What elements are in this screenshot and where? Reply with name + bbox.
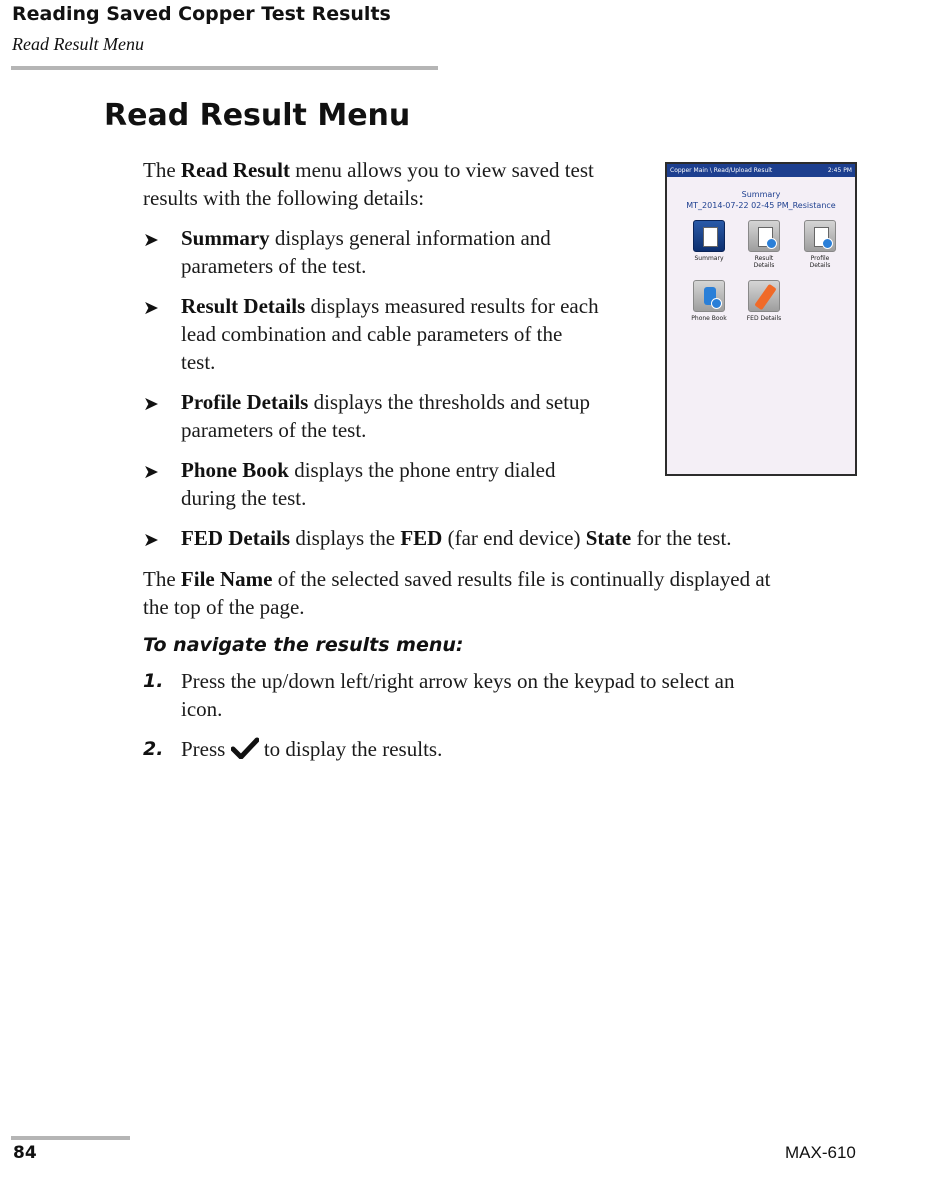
device-item-profile-details[interactable]: Profile Details (792, 220, 848, 269)
checkmark-icon (231, 737, 259, 759)
page-heading: Read Result Menu (104, 98, 411, 133)
bullet-arrow-icon: ➤ (143, 461, 159, 483)
bullet-phone-book: Phone Book displays the phone entry dialed during the test. (181, 458, 556, 510)
device-item-phone-book[interactable]: Phone Book (681, 280, 737, 322)
device-screen-title: Summary (741, 190, 781, 199)
header-rule (11, 66, 438, 70)
result-details-icon (748, 220, 780, 252)
profile-details-icon (804, 220, 836, 252)
device-breadcrumb: Copper Main \ Read/Upload Result (670, 167, 773, 174)
device-filename: MT_2014-07-22 02-45 PM_Resistance (686, 201, 836, 210)
section-title: Read Result Menu (12, 34, 144, 54)
chapter-title: Reading Saved Copper Test Results (12, 3, 391, 25)
footer-rule (11, 1136, 130, 1140)
fed-details-icon (748, 280, 780, 312)
bullet-summary: Summary displays general information and parameters of the test. (181, 226, 551, 278)
product-name: MAX-610 (785, 1143, 856, 1162)
device-time: 2:45 PM (827, 167, 852, 174)
bullet-profile-details: Profile Details displays the thresholds and setup parameters of the test. (181, 390, 591, 442)
intro-paragraph: The Read Result menu allows you to view saved test results with the following details: (143, 158, 594, 210)
bullet-arrow-icon: ➤ (143, 529, 159, 551)
step-2-text: Press to display the results. (181, 737, 443, 761)
step-number: 1. (143, 670, 164, 692)
device-item-summary[interactable]: Summary (681, 220, 737, 262)
step-number: 2. (143, 738, 164, 760)
phone-book-icon (693, 280, 725, 312)
filename-paragraph: The File Name of the selected saved results file is continually displayed at the top of the page. (143, 567, 771, 619)
device-item-fed-details[interactable]: FED Details (736, 280, 792, 322)
bullet-arrow-icon: ➤ (143, 229, 159, 251)
page-number: 84 (13, 1143, 37, 1163)
device-title-bar (667, 164, 855, 177)
bullet-arrow-icon: ➤ (143, 393, 159, 415)
bullet-result-details: Result Details displays measured results for each lead combination and cable parameters of the test. (181, 294, 599, 374)
device-item-result-details[interactable]: Result Details (736, 220, 792, 269)
device-screenshot (665, 162, 857, 476)
procedure-title: To navigate the results menu: (143, 634, 464, 656)
step-1-text: Press the up/down left/right arrow keys on the keypad to select an icon. (181, 669, 735, 721)
bullet-arrow-icon: ➤ (143, 297, 159, 319)
bullet-fed-details: FED Details displays the FED (far end device) State for the test. (181, 526, 732, 550)
summary-icon (693, 220, 725, 252)
